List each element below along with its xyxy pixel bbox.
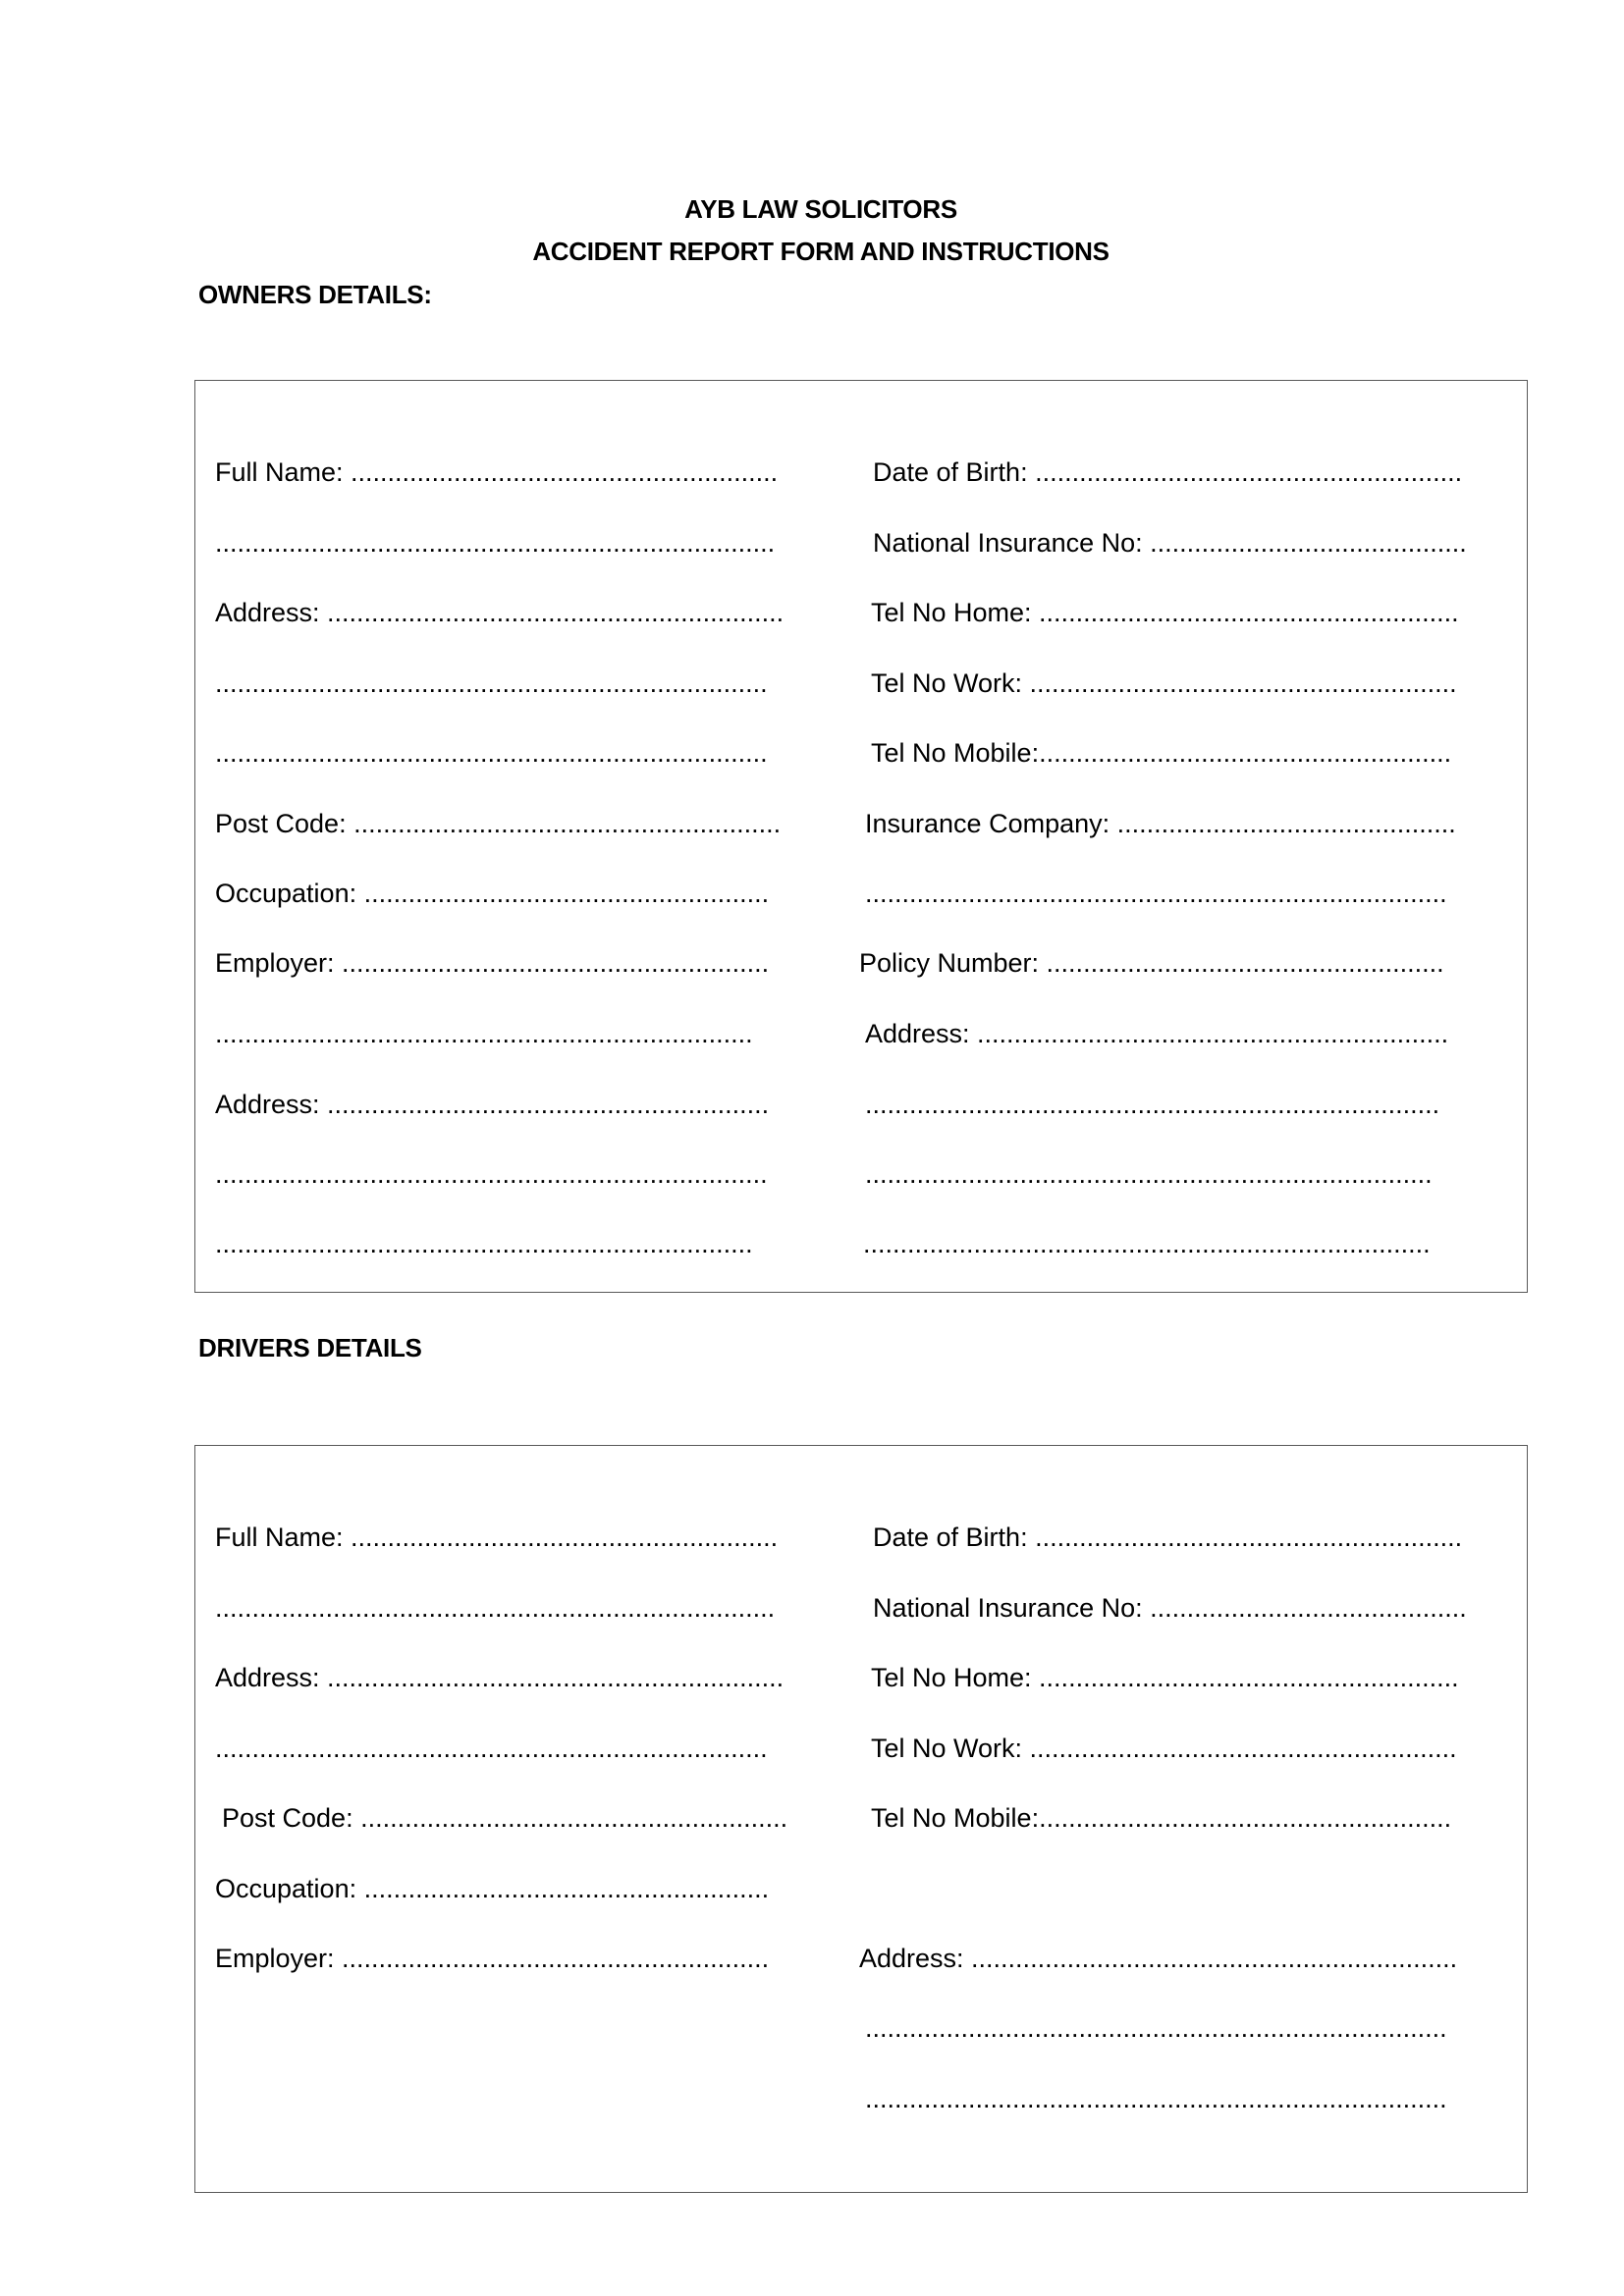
owner-insurance-company-field[interactable]: Insurance Company: .............................................. — [865, 809, 1456, 838]
driver-address-line-2[interactable]: ........................................................................... — [215, 1734, 768, 1763]
owner-address-field[interactable]: Address: .............................................................. — [215, 598, 785, 627]
owner-employer-field[interactable]: Employer: .......................................................... — [215, 948, 770, 978]
driver-post-code-field[interactable]: Post Code: .......................................................... — [222, 1803, 788, 1833]
owner-policy-number-field[interactable]: Policy Number: ...................................................... — [859, 948, 1444, 978]
driver-full-name-field[interactable]: Full Name: .......................................................... — [215, 1522, 779, 1552]
drivers-details-heading: DRIVERS DETAILS — [198, 1333, 422, 1362]
owner-insurer-address-line-3[interactable]: ............................................................................. — [865, 1159, 1433, 1189]
owner-employer-address-line-3[interactable]: ......................................................................... — [215, 1229, 753, 1258]
owner-employer-address-line-2[interactable]: ........................................................................... — [215, 1159, 768, 1189]
drivers-details-box — [194, 1445, 1528, 2193]
driver-address-right-field[interactable]: Address: .................................................................. — [859, 1944, 1458, 1973]
driver-date-of-birth-field[interactable]: Date of Birth: .......................................................... — [873, 1522, 1463, 1552]
owner-national-insurance-field[interactable]: National Insurance No: ........................................... — [873, 528, 1467, 558]
firm-name: AYB LAW SOLICITORS — [684, 194, 957, 224]
owner-full-name-line-2[interactable]: ............................................................................ — [215, 528, 776, 558]
owner-insurer-address-line-2[interactable]: .............................................................................. — [865, 1090, 1440, 1119]
owner-tel-work-field[interactable]: Tel No Work: .......................................................... — [871, 668, 1457, 698]
form-title: ACCIDENT REPORT FORM AND INSTRUCTIONS — [532, 237, 1110, 266]
owner-insurance-company-line-2[interactable]: ............................................................................... — [865, 879, 1447, 908]
owner-post-code-field[interactable]: Post Code: .......................................................... — [215, 809, 782, 838]
owner-insurer-address-field[interactable]: Address: ................................................................ — [865, 1019, 1449, 1048]
owner-full-name-field[interactable]: Full Name: .......................................................... — [215, 457, 779, 487]
owner-tel-mobile-field[interactable]: Tel No Mobile:........................................................ — [871, 738, 1452, 768]
owner-employer-address-field[interactable]: Address: ............................................................ — [215, 1090, 770, 1119]
owner-insurer-address-line-4[interactable]: ............................................................................. — [863, 1229, 1431, 1258]
driver-full-name-line-2[interactable]: ............................................................................ — [215, 1593, 776, 1623]
owners-details-heading: OWNERS DETAILS: — [198, 280, 432, 309]
owner-occupation-field[interactable]: Occupation: ....................................................... — [215, 879, 770, 908]
driver-tel-home-field[interactable]: Tel No Home: ......................................................... — [871, 1663, 1459, 1692]
owner-address-line-2[interactable]: ........................................................................... — [215, 668, 768, 698]
driver-address-right-line-2[interactable]: ............................................................................... — [865, 2013, 1447, 2043]
driver-employer-field[interactable]: Employer: .......................................................... — [215, 1944, 770, 1973]
driver-tel-work-field[interactable]: Tel No Work: .......................................................... — [871, 1734, 1457, 1763]
owner-address-line-3[interactable]: ........................................................................... — [215, 738, 768, 768]
driver-tel-mobile-field[interactable]: Tel No Mobile:........................................................ — [871, 1803, 1452, 1833]
driver-occupation-field[interactable]: Occupation: ....................................................... — [215, 1874, 770, 1903]
driver-address-right-line-3[interactable]: ............................................................................... — [865, 2084, 1447, 2113]
owner-employer-line-2[interactable]: ......................................................................... — [215, 1019, 753, 1048]
driver-address-field[interactable]: Address: .............................................................. — [215, 1663, 785, 1692]
owners-details-box — [194, 380, 1528, 1293]
owner-tel-home-field[interactable]: Tel No Home: ......................................................... — [871, 598, 1459, 627]
owner-date-of-birth-field[interactable]: Date of Birth: .......................................................... — [873, 457, 1463, 487]
driver-national-insurance-field[interactable]: National Insurance No: ........................................... — [873, 1593, 1467, 1623]
